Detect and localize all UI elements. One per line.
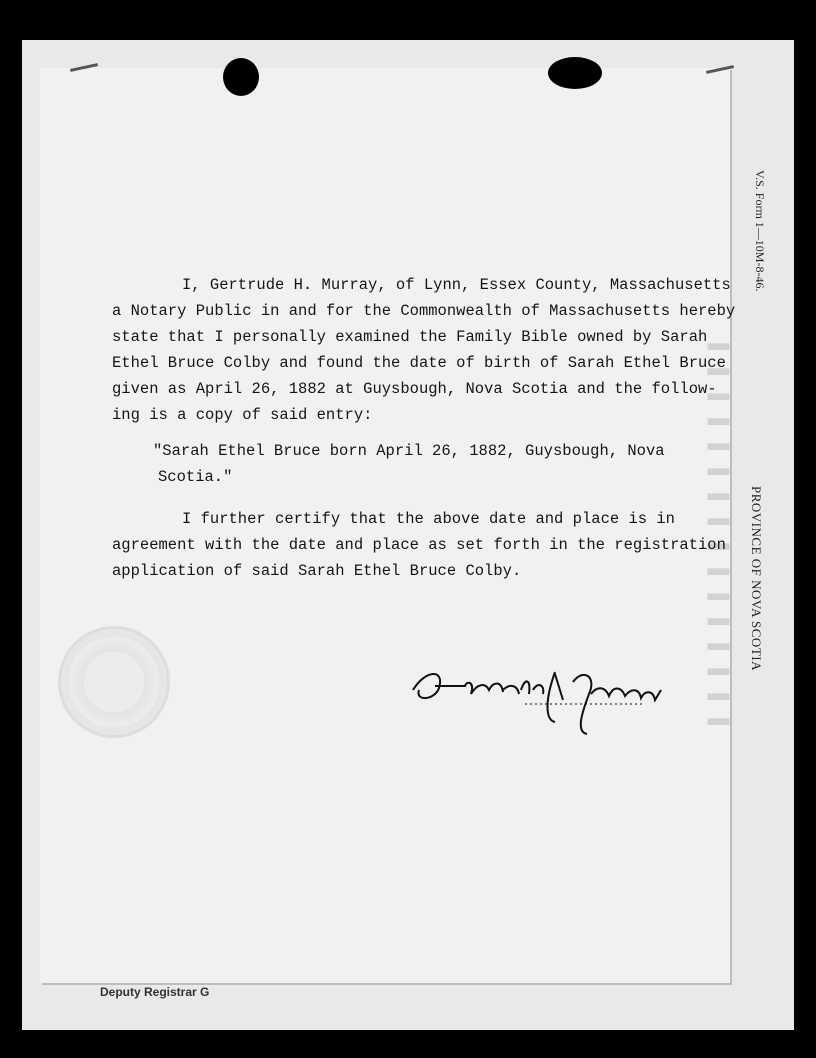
punch-hole <box>548 57 602 89</box>
deputy-registrar-label: Deputy Registrar G <box>100 985 210 999</box>
statement-line: a Notary Public in and for the Commonwealth of Massachusetts hereby <box>112 302 736 320</box>
quoted-entry-line: Scotia." <box>158 468 233 486</box>
statement-line: state that I personally examined the Family Bible owned by Sarah <box>112 328 708 346</box>
statement-line: ing is a copy of said entry: <box>112 406 373 424</box>
notary-statement <box>112 272 736 584</box>
statement-line: Ethel Bruce Colby and found the date of birth of Sarah Ethel Bruce <box>112 354 726 372</box>
embossed-seal <box>58 626 170 738</box>
statement-line: I further certify that the above date and place is in <box>182 510 675 528</box>
punch-hole <box>223 58 259 96</box>
statement-line: I, Gertrude H. Murray, of Lynn, Essex County, Massachusetts <box>182 276 731 294</box>
statement-line: given as April 26, 1882 at Guysbough, Nova Scotia and the follow- <box>112 380 717 398</box>
notary-signature <box>405 660 675 740</box>
statement-line: application of said Sarah Ethel Bruce Colby. <box>112 562 522 580</box>
quoted-entry-line: "Sarah Ethel Bruce born April 26, 1882, Guysbough, Nova <box>153 442 665 460</box>
statement-line: agreement with the date and place as set forth in the registration <box>112 536 726 554</box>
form-code: V.S. Form 1—10M-8-46. <box>753 170 767 292</box>
province-heading: PROVINCE OF NOVA SCOTIA <box>749 486 764 671</box>
bleed-through-heading: ▬▬▬▬▬▬▬▬▬▬▬▬▬▬▬▬ <box>706 330 731 730</box>
